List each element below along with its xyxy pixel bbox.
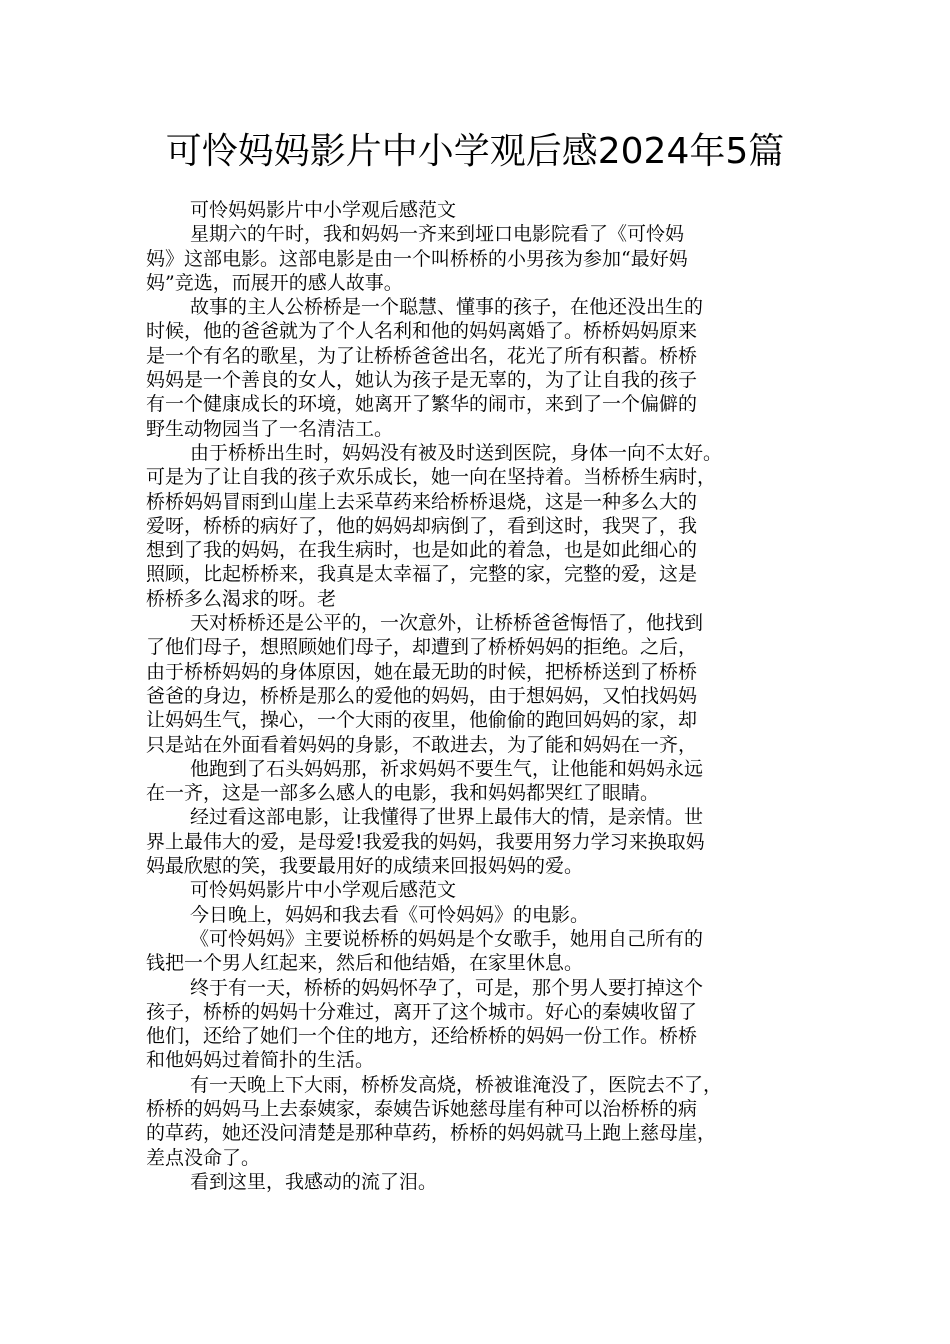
- text-line: 妈》这部电影。这部电影是由一个叫桥桥的小男孩为参加“最好妈: [146, 247, 688, 270]
- text-line: 有一天晚上下大雨，桥桥发高烧，桥被谁淹没了，医院去不了，: [190, 1073, 723, 1096]
- text-line: 《可怜妈妈》主要说桥桥的妈妈是个女歌手，她用自己所有的: [190, 927, 704, 950]
- text-line: 可是为了让自我的孩子欢乐成长，她一向在坚持着。当桥桥生病时，: [146, 466, 717, 489]
- text-line: 故事的主人公桥桥是一个聪慧、懂事的孩子，在他还没出生的: [190, 296, 704, 319]
- text-line: 今日晚上，妈妈和我去看《可怜妈妈》的电影。: [190, 903, 590, 926]
- text-line: 妈”竞选，而展开的感人故事。: [146, 271, 403, 294]
- text-line: 照顾，比起桥桥来，我真是太幸福了，完整的家，完整的爱，这是: [146, 563, 698, 586]
- text-line: 天对桥桥还是公平的，一次意外，让桥桥爸爸悔悟了，他找到: [190, 612, 704, 635]
- text-line: 妈最欣慰的笑，我要最用好的成绩来回报妈妈的爱。: [146, 855, 584, 878]
- text-line: 钱把一个男人红起来，然后和他结婚，在家里休息。: [146, 952, 584, 975]
- text-line: 想到了我的妈妈，在我生病时，也是如此的着急，也是如此细心的: [146, 539, 698, 562]
- text-line: 在一齐，这是一部多么感人的电影，我和妈妈都哭红了眼睛。: [146, 782, 660, 805]
- text-line: 看到这里，我感动的流了泪。: [190, 1170, 438, 1193]
- text-line: 可怜妈妈影片中小学观后感范文: [190, 879, 457, 902]
- text-line: 差点没命了。: [146, 1146, 261, 1169]
- text-line: 有一个健康成长的环境，她离开了繁华的闹市，来到了一个偏僻的: [146, 393, 698, 416]
- text-line: 的草药，她还没问清楚是那种草药，桥桥的妈妈就马上跑上慈母崖，: [146, 1122, 717, 1145]
- text-line: 时候，他的爸爸就为了个人名利和他的妈妈离婚了。桥桥妈妈原来: [146, 320, 698, 343]
- text-line: 是一个有名的歌星，为了让桥桥爸爸出名，花光了所有积蓄。桥桥: [146, 344, 698, 367]
- text-line: 孩子，桥桥的妈妈十分难过，离开了这个城市。好心的秦姨收留了: [146, 1000, 698, 1023]
- text-line: 终于有一天，桥桥的妈妈怀孕了，可是，那个男人要打掉这个: [190, 976, 704, 999]
- text-line: 爱呀，桥桥的病好了，他的妈妈却病倒了，看到这时，我哭了，我: [146, 514, 698, 537]
- text-line: 由于桥桥妈妈的身体原因，她在最无助的时候，把桥桥送到了桥桥: [146, 660, 698, 683]
- text-line: 让妈妈生气，操心，一个大雨的夜里，他偷偷的跑回妈妈的家，却: [146, 709, 698, 732]
- text-line: 只是站在外面看着妈妈的身影，不敢进去，为了能和妈妈在一齐，: [146, 733, 698, 756]
- text-line: 桥桥多么渴求的呀。老: [146, 587, 337, 610]
- text-line: 桥桥妈妈冒雨到山崖上去采草药来给桥桥退烧，这是一种多么大的: [146, 490, 698, 513]
- text-line: 和他妈妈过着简扑的生活。: [146, 1049, 375, 1072]
- text-line: 了他们母子，想照顾她们母子，却遭到了桥桥妈妈的拒绝。之后，: [146, 636, 698, 659]
- text-line: 桥桥的妈妈马上去泰姨家，泰姨告诉她慈母崖有种可以治桥桥的病: [146, 1097, 698, 1120]
- text-line: 他们，还给了她们一个住的地方，还给桥桥的妈妈一份工作。桥桥: [146, 1025, 698, 1048]
- text-line: 他跑到了石头妈妈那，祈求妈妈不要生气，让他能和妈妈永远: [190, 757, 704, 780]
- text-line: 爸爸的身边，桥桥是那么的爱他的妈妈，由于想妈妈，又怕找妈妈: [146, 684, 698, 707]
- text-line: 妈妈是一个善良的女人，她认为孩子是无辜的，为了让自我的孩子: [146, 369, 698, 392]
- text-line: 野生动物园当了一名清洁工。: [146, 417, 394, 440]
- text-line: 由于桥桥出生时，妈妈没有被及时送到医院，身体一向不太好。: [190, 441, 723, 464]
- document-body: [146, 198, 826, 1194]
- text-line: 可怜妈妈影片中小学观后感范文: [190, 199, 457, 221]
- text-line: 经过看这部电影，让我懂得了世界上最伟大的情，是亲情。世: [190, 806, 704, 829]
- text-line: 界上最伟大的爱，是母爱!我爱我的妈妈，我要用努力学习来换取妈: [146, 830, 705, 853]
- text-line: 星期六的午时，我和妈妈一齐来到垭口电影院看了《可怜妈: [190, 223, 685, 246]
- document-title: 可怜妈妈影片中小学观后感2024年5篇: [165, 131, 785, 172]
